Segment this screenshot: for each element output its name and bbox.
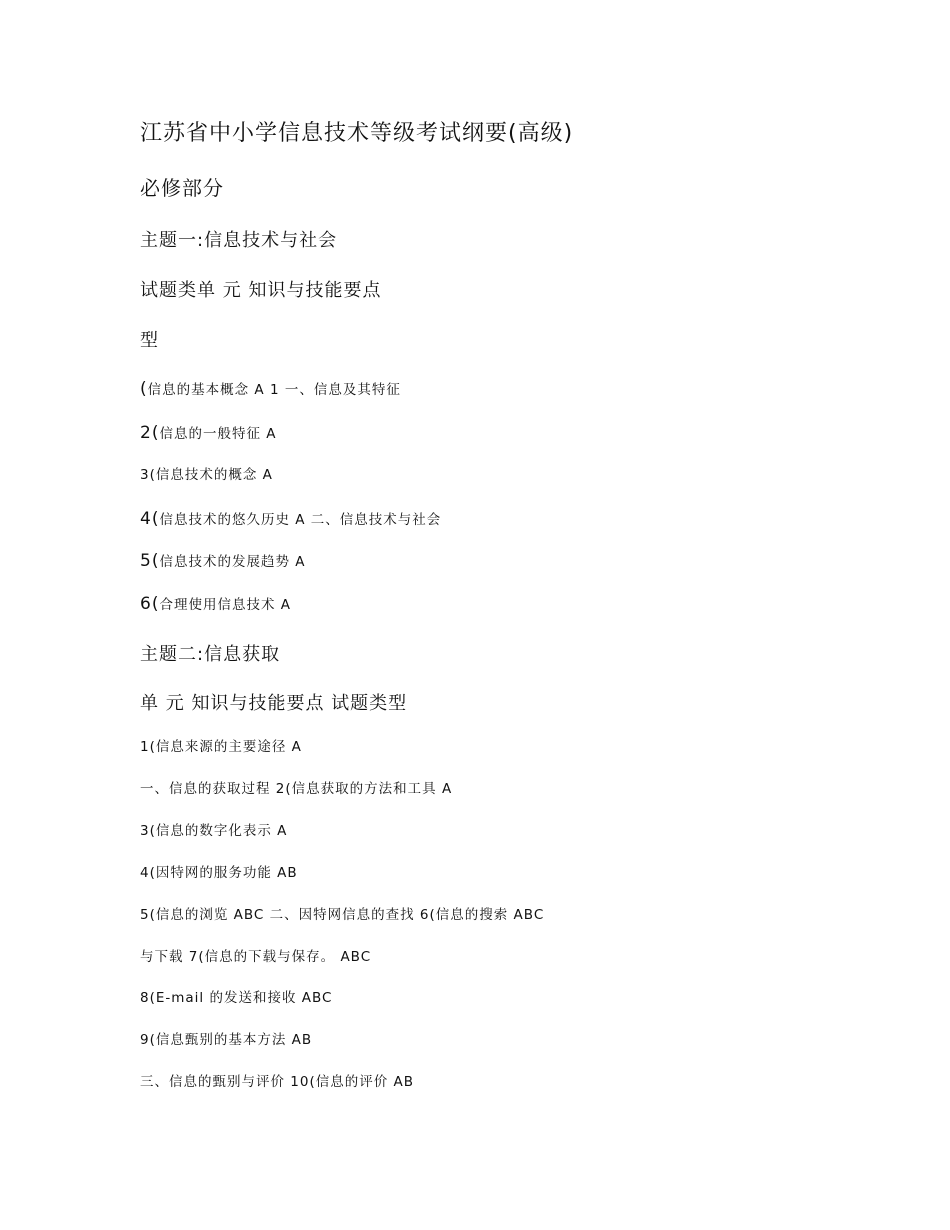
topic2-row: 3(信息的数字化表示 A bbox=[140, 823, 288, 839]
topic1-row bbox=[140, 381, 401, 398]
topic2-row: 与下载 7(信息的下载与保存。 ABC bbox=[140, 949, 372, 965]
section-heading: 必修部分 bbox=[140, 176, 224, 200]
topic2-row: 9(信息甄别的基本方法 AB bbox=[140, 1032, 313, 1048]
topic2-table-header: 单 元 知识与技能要点 试题类型 bbox=[140, 693, 408, 714]
topic1-row bbox=[140, 469, 273, 483]
row-prefix: 6( bbox=[140, 594, 160, 614]
topic1-row bbox=[140, 596, 291, 613]
row-text: 信息技术的发展趋势 A bbox=[159, 554, 306, 570]
row-text: 信息技术的悠久历史 A 二、信息技术与社会 bbox=[159, 512, 442, 528]
row-prefix: ( bbox=[140, 379, 148, 399]
topic1-heading: 主题一:信息技术与社会 bbox=[140, 230, 338, 251]
topic1-table-header: 试题类单 元 知识与技能要点 bbox=[140, 280, 382, 301]
row-text: 3(信息技术的概念 A bbox=[140, 467, 273, 483]
topic1-row bbox=[140, 553, 305, 570]
topic2-heading: 主题二:信息获取 bbox=[140, 644, 281, 665]
topic2-row: 8(E-mail 的发送和接收 ABC bbox=[140, 990, 333, 1006]
topic1-table-header-cont: 型 bbox=[140, 330, 159, 351]
row-prefix: 5( bbox=[140, 551, 160, 571]
row-text: 信息的基本概念 A 1 一、信息及其特征 bbox=[147, 382, 401, 398]
topic2-row: 4(因特网的服务功能 AB bbox=[140, 865, 298, 881]
document-title: 江苏省中小学信息技术等级考试纲要(高级) bbox=[140, 121, 574, 146]
topic2-row: 三、信息的甄别与评价 10(信息的评价 AB bbox=[140, 1074, 415, 1090]
topic2-row: 一、信息的获取过程 2(信息获取的方法和工具 A bbox=[140, 781, 453, 797]
row-prefix: 2( bbox=[140, 423, 160, 443]
topic1-row bbox=[140, 425, 276, 442]
topic2-row: 1(信息来源的主要途径 A bbox=[140, 739, 302, 755]
row-text: 合理使用信息技术 A bbox=[159, 597, 291, 613]
topic2-row: 5(信息的浏览 ABC 二、因特网信息的查找 6(信息的搜索 ABC bbox=[140, 907, 545, 923]
row-text: 信息的一般特征 A bbox=[159, 426, 277, 442]
topic1-row bbox=[140, 511, 441, 528]
row-prefix: 4( bbox=[140, 509, 160, 529]
